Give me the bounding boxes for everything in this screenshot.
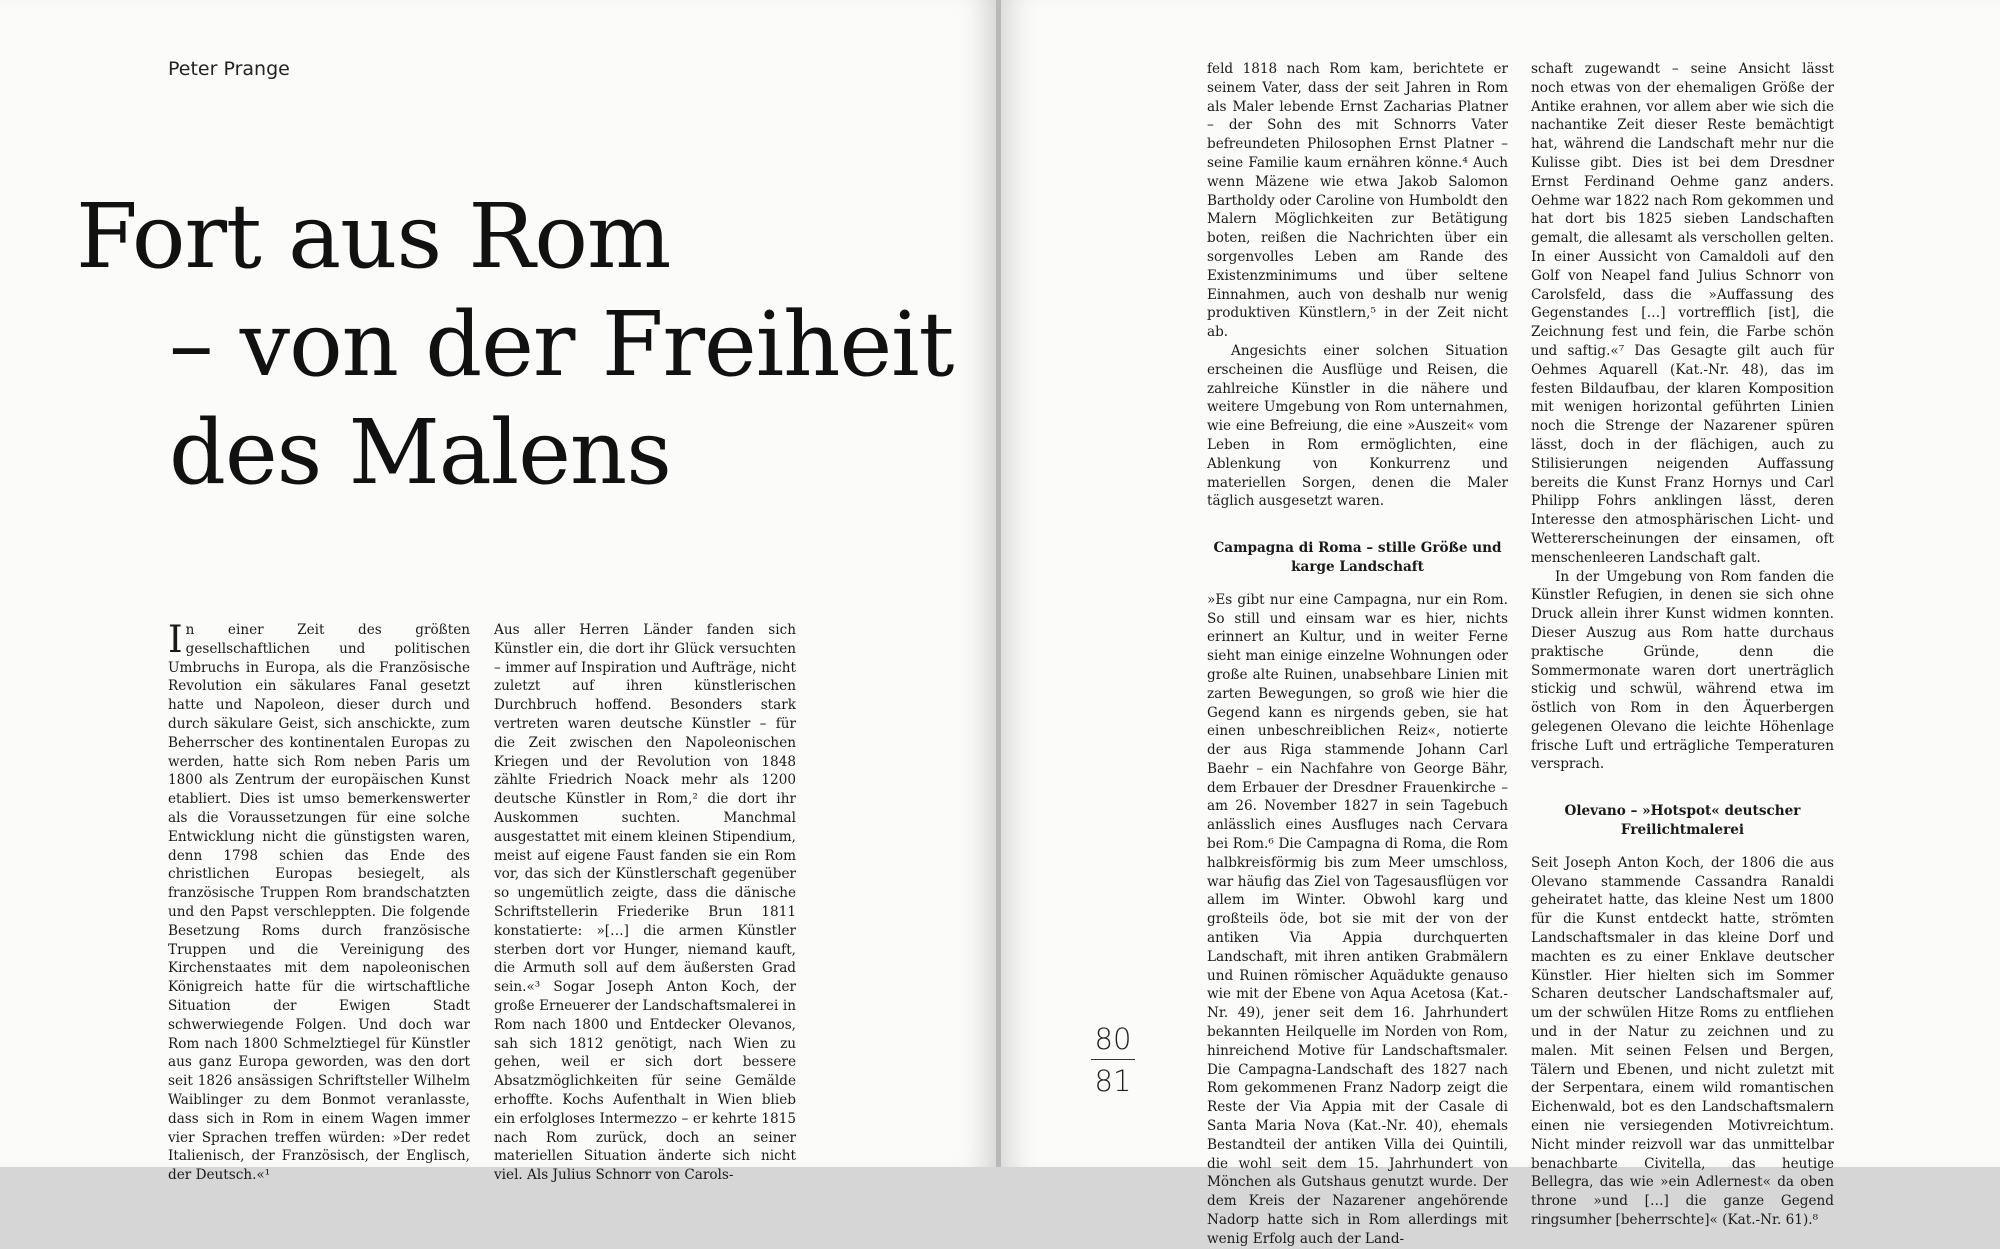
intro-paragraph	[168, 618, 470, 1185]
right-column-1	[1207, 60, 1508, 1249]
author-name: Peter Prange	[168, 58, 290, 80]
title-line-1: Fort aus Rom	[76, 184, 671, 288]
intro-text: n einer Zeit des größten gesellschaftlichen und politischen Umbruchs in Europa, als die Französische Revolution ein säkulares Fanal gesetzt hatte und Napoleon, dieser durch und durch säkulare Geist, sich anschickte, zum Beherrscher des kontinentalen Europas zu werden, hatte sich Rom neben Paris um 1800 als Zentrum der europäischen Kunst etabliert. Dies ist umso bemerkenswerter als die Voraussetzungen für eine solche Entwicklung nicht die günstigsten waren, denn 1798 schien das Ende des christlichen Europas besiegelt, als französische Truppen Rom brandschatzten und den Papst verschleppten. Die folgende Besetzung Roms durch französische Truppen und die Vereinigung des Kirchenstaates mit dem napoleonischen Königreich hatte für die wirtschaftliche Situation der Ewigen Stadt schwerwiegende Folgen. Und doch war Rom nach 1800 Schmelztiegel für Künstler aus ganz Europa geworden, was den dort seit 1826 ansässigen Schriftsteller Wilhelm Waiblinger zu dem Bonmot veranlasste, dass sich in Rom in einem Wagen immer vier Sprachen treffen würden: »Der redet Italienisch, der Französisch, der Englisch, der Deutsch.«¹	[168, 622, 470, 1184]
right-column-2	[1531, 60, 1834, 1230]
page-numbers	[1088, 1022, 1138, 1098]
body-paragraph: feld 1818 nach Rom kam, berichtete er seinem Vater, dass der seit Jahren in Rom als Maler lebende Ernst Zacharias Platner – der Sohn des mit Schnorrs Vater befreundeten Philosophen Ernst Platner – seine Familie kaum ernähren könne.⁴ Auch wenn Mäzene wie etwa Jakob Salomon Bartholdy oder Caroline von Humboldt den Malern Möglichkeiten zur Betätigung boten, reißen die Nachrichten über ein sorgenvolles Leben am Rande des Existenzminimums und über seltene Einnahmen, auch von deshalb nur wenig produktiven Künstlern,⁵ in der Zeit nicht ab.	[1207, 61, 1508, 341]
right-page	[1001, 0, 2000, 1247]
body-paragraph: Aus aller Herren Länder fanden sich Künstler ein, die dort ihr Glück versuchten – immer auf Inspiration und Aufträge, nicht zuletzt auf ihren künstlerischen Durchbruch hoffend. Besonders stark vertreten waren deutsche Künstler – für die Zeit zwischen den Napoleonischen Kriegen und der Revolution von 1848 zählte Friedrich Noack mehr als 1200 deutsche Künstler in Rom,² die dort ihr Auskommen suchten. Manchmal ausgestattet mit einem kleinen Stipendium, meist auf eigene Faust fanden sie ein Rom vor, das sich der Künstlerschaft gegenüber so ungemütlich zeigte, dass die dänische Schriftstellerin Friederike Brun 1811 konstatierte: »[…] die armen Künstler sterben dort vor Hunger, niemand kauft, die Armuth soll auf dem äußersten Grad sein.«³ Sogar Joseph Anton Koch, der große Erneuerer der Landschaftsmalerei in Rom nach 1800 und Entdecker Olevanos, sah sich 1812 genötigt, nach Wien zu gehen, weil er sich dort bessere Absatzmöglichkeiten für seine Gemälde erhoffte. Kochs Aufenthalt in Wien blieb ein erfolgloses Intermezzo – er kehrte 1815 nach Rom zurück, doch an seiner materiellen Situation änderte sich nicht viel. Als Julius Schnorr von Carols-	[494, 622, 796, 1184]
body-paragraph: Angesichts einer solchen Situation erscheinen die Ausflüge und Reisen, die zahlreiche Künstler in die nähere und weitere Umgebung von Rom unternahmen, wie eine Befreiung, die eine »Auszeit« vom Leben in Rom ermöglichten, eine Ablenkung von Konkurrenz und materiellen Sorgen, denen die Maler täglich ausgesetzt waren.	[1207, 342, 1508, 510]
left-column-1	[168, 618, 470, 1185]
body-paragraph: »Es gibt nur eine Campagna, nur ein Rom. So still und einsam war es hier, nichts erinnert an Kultur, und in weiter Ferne sieht man einige einzelne Wohnungen oder große alte Ruinen, unabsehbare Linien mit zarten Bewegungen, so groß wie hier die Gegend kann es nirgends geben, sie hat einen unbeschreiblichen Reiz«, notierte der aus Riga stammende Johann Carl Baehr – ein Nachfahre von George Bähr, dem Erbauer der Dresdner Frauenkirche – am 26. November 1827 in sein Tagebuch anlässlich eines Ausfluges nach Cervara bei Rom.⁶ Die Campagna di Roma, die Rom halbkreisförmig bis zum Meer umschloss, war häufig das Ziel von Tagesausflügen vor allem im Winter. Obwohl karg und großteils öde, bot sie mit der von der antiken Via Appia durchquerten Landschaft, mit ihren antiken Grabmälern und Ruinen römischer Aquädukte genauso wie mit der Ebene von Aqua Acetosa (Kat.-Nr. 49), jener seit dem 16. Jahrhundert bekannten Heilquelle im Norden von Rom, hinreichend Motive für Landschaftsmaler. Die Campagna-Landschaft des 1827 nach Rom gekommenen Franz Nadorp zeigt die Reste der Via Appia mit der Casale di Santa Maria Nova (Kat.-Nr. 40), ehemals Bestandteil der antiken Villa dei Quintili, die wohl seit dem 15. Jahrhundert von Mönchen als Gutshaus genutzt wurde. Der dem Kreis der Nazarener angehörende Nadorp hatte sich in Rom allerdings mit wenig Erfolg auch der Land-	[1207, 591, 1508, 1247]
body-paragraph: In der Umgebung von Rom fanden die Künstler Refugien, in denen sie sich ohne Druck allein ihrer Kunst widmen konnten. Dieser Auszug aus Rom hatte durchaus praktische Gründe, denn die Sommermonate waren dort unerträglich stickig und schwül, während etwa im östlich von Rom in den Äquerbergen gelegenen Olevano die leichte Höhenlage frische Luft und erträgliche Temperaturen versprach.	[1531, 568, 1834, 773]
title-line-3: des Malens	[169, 400, 671, 504]
left-page	[0, 0, 996, 1184]
page-number-left: 80	[1094, 1022, 1132, 1056]
page-number-right: 81	[1094, 1064, 1132, 1098]
drop-cap: I	[168, 618, 183, 661]
title-line-2: – von der Freiheit	[169, 292, 954, 396]
body-paragraph: Seit Joseph Anton Koch, der 1806 die aus Olevano stammende Cassandra Ranaldi geheiratet hatte, das kleine Nest um 1800 für die Kunst entdeckt hatte, strömten Landschaftsmaler in das kleine Dorf und machten es zu einer Enklave deutscher Künstler. Hier hielten sich im Sommer Scharen deutscher Landschaftsmaler auf, um der schwülen Hitze Roms zu entfliehen und in der Natur zu zeichnen und zu malen. Mit seinen Felsen und Bergen, Tälern und Ebenen, und nicht zuletzt mit der Serpentara, einem wild romantischen Eichenwald, bot es den Landschaftsmalern einen nie versiegenden Motivreichtum. Nicht minder reizvoll war das unmittelbar benachbarte Civitella, das heutige Bellegra, das wie »ein Adlernest« da oben throne »und […] die ganze Gegend ringsumher [beherrschte]« (Kat.-Nr. 61).⁸	[1531, 854, 1834, 1229]
page-number-divider	[1091, 1059, 1135, 1060]
chapter-title	[76, 182, 953, 506]
section-heading-campagna: Campagna di Roma – stille Größe und karge Landschaft	[1213, 540, 1502, 575]
left-column-2	[494, 621, 796, 1185]
body-paragraph: schaft zugewandt – seine Ansicht lässt noch etwas von der ehemaligen Größe der Antike erahnen, vor allem aber wie sich die nachantike Zeit dieser Reste bemächtigt hat, während die Landschaft mehr nur die Kulisse gibt. Dies ist bei dem Dresdner Ernst Ferdinand Oehme ganz anders. Oehme war 1822 nach Rom gekommen und hat dort bis 1825 sieben Landschaften gemalt, die allesamt als verschollen gelten. In einer Aussicht von Camaldoli auf den Golf von Neapel fand Julius Schnorr von Carolsfeld, dass die »Auffassung des Gegenstandes […] vortrefflich [ist], die Zeichnung fest und fein, die Farbe schön und saftig.«⁷ Das Gesagte gilt auch für Oehmes Aquarell (Kat.-Nr. 48), das im festen Bildaufbau, der klaren Komposition mit wenigen horizontal geführten Linien noch die Strenge der Nazarener spüren lässt, doch in der flächigen, auch zu Stilisierungen neigenden Auffassung bereits die Kunst Franz Hornys und Carl Philipp Fohrs anklingen lässt, deren Interesse den atmosphärischen Licht- und Wettererscheinungen der einsamen, oft menschenleeren Landschaft galt.	[1531, 61, 1834, 566]
section-heading-olevano: Olevano – »Hotspot« deutscher Freilichtmalerei	[1564, 803, 1801, 839]
